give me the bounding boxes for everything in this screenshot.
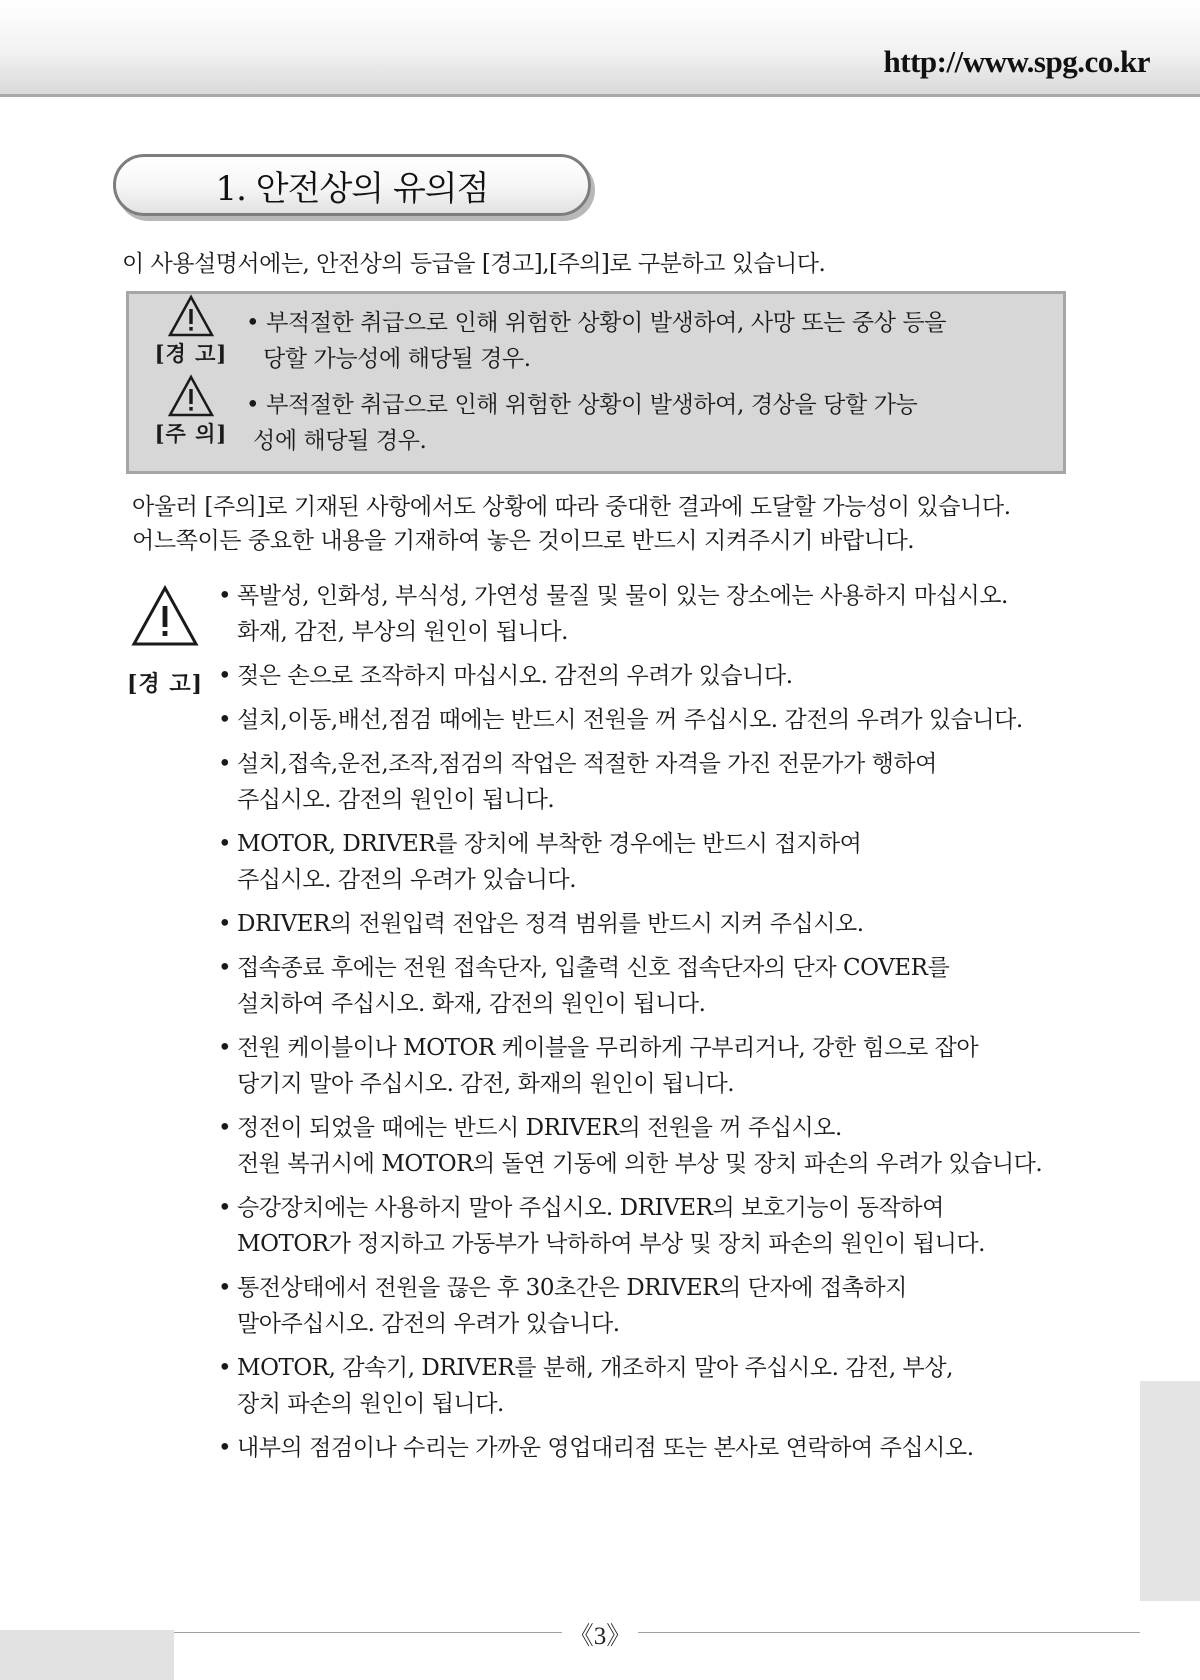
warning-triangle-icon <box>167 374 215 418</box>
caution-grade-symbol <box>151 374 231 448</box>
list-item <box>215 578 1095 650</box>
list-item <box>215 906 1095 942</box>
warning-grade-line-1: • 부적절한 취급으로 인해 위험한 상황이 발생하여, 사망 또는 중상 등을 <box>246 310 947 336</box>
warning-grade-line-2: 당할 가능성에 해당될 경우. <box>263 346 531 372</box>
list-item-line: MOTOR가 정지하고 가동부가 낙하하여 부상 및 장치 파손의 원인이 됩니다. <box>237 1231 986 1257</box>
list-item <box>215 658 1095 694</box>
list-item-line: 내부의 점검이나 수리는 가까운 영업대리점 또는 본사로 연락하여 주십시오. <box>237 1435 974 1461</box>
bullet: • <box>218 831 232 857</box>
list-item <box>215 702 1095 738</box>
section-title: 1. 안전상의 유의점 <box>215 168 489 209</box>
list-item-line: 당기지 말아 주십시오. 감전, 화재의 원인이 됩니다. <box>237 1071 735 1097</box>
list-item <box>215 1030 1095 1102</box>
list-item-line: DRIVER의 전원입력 전압은 정격 범위를 반드시 지켜 주십시오. <box>237 911 864 937</box>
warning-section-label: [경 고] <box>127 671 203 697</box>
list-item-line: 전원 케이블이나 MOTOR 케이블을 무리하게 구부리거나, 강한 힘으로 잡아 <box>237 1035 979 1061</box>
list-item <box>215 1110 1095 1182</box>
header-url[interactable]: http://www.spg.co.kr <box>883 44 1150 79</box>
list-item-line: 장치 파손의 원인이 됩니다. <box>237 1391 504 1417</box>
list-item <box>215 1350 1095 1422</box>
list-item-line: 젖은 손으로 조작하지 마십시오. 감전의 우려가 있습니다. <box>237 663 793 689</box>
caution-grade-label: [주 의] <box>154 421 228 446</box>
list-item-line: 주십시오. 감전의 우려가 있습니다. <box>237 867 577 893</box>
list-item-line: 화재, 감전, 부상의 원인이 됩니다. <box>237 619 569 645</box>
side-tab <box>1140 1381 1200 1601</box>
list-item <box>215 826 1095 898</box>
bullet: • <box>218 1195 232 1221</box>
grade-definition-box <box>126 291 1066 474</box>
bullet: • <box>218 1035 232 1061</box>
list-item-line: 설치,이동,배선,점검 때에는 반드시 전원을 꺼 주십시오. 감전의 우려가 있습니다. <box>237 707 1023 733</box>
footer-rule-left <box>174 1632 562 1633</box>
list-item-line: 접속종료 후에는 전원 접속단자, 입출력 신호 접속단자의 단자 COVER를 <box>237 955 950 981</box>
list-item-line: 통전상태에서 전원을 끊은 후 30초간은 DRIVER의 단자에 접촉하지 <box>237 1275 907 1301</box>
notice-line-1: 아울러 [주의]로 기재된 사항에서도 상황에 따라 중대한 결과에 도달할 가능성이 있습니다. <box>132 494 1011 520</box>
warning-section-symbol <box>124 585 206 698</box>
list-item <box>215 1430 1095 1466</box>
page-number: 《3》 <box>568 1623 632 1650</box>
list-item-line: 설치,접속,운전,조작,점검의 작업은 적절한 자격을 가진 전문가가 행하여 <box>237 751 937 777</box>
list-item-line: 주십시오. 감전의 원인이 됩니다. <box>237 787 555 813</box>
warning-triangle-icon <box>131 585 199 647</box>
list-item-line: MOTOR, 감속기, DRIVER를 분해, 개조하지 말아 주십시오. 감전, 부상, <box>237 1355 953 1381</box>
bullet: • <box>218 583 232 609</box>
caution-grade-line-1: • 부적절한 취급으로 인해 위험한 상황이 발생하여, 경상을 당할 가능 <box>246 392 918 418</box>
bullet: • <box>218 663 232 689</box>
warning-list <box>215 578 1095 1474</box>
bullet: • <box>218 955 232 981</box>
bullet: • <box>218 1355 232 1381</box>
intro-text: 이 사용설명서에는, 안전상의 등급을 [경고],[주의]로 구분하고 있습니다. <box>122 251 826 277</box>
list-item <box>215 1270 1095 1342</box>
bullet: • <box>218 1115 232 1141</box>
list-item-line: MOTOR, DRIVER를 장치에 부착한 경우에는 반드시 접지하여 <box>237 831 862 857</box>
bullet: • <box>218 1275 232 1301</box>
list-item-line: 전원 복귀시에 MOTOR의 돌연 기동에 의한 부상 및 장치 파손의 우려가 있습니다. <box>237 1151 1043 1177</box>
footer-rule-right <box>638 1632 1140 1633</box>
warning-grade-symbol <box>151 294 231 368</box>
list-item-line: 정전이 되었을 때에는 반드시 DRIVER의 전원을 꺼 주십시오. <box>237 1115 842 1141</box>
list-item-line: 말아주십시오. 감전의 우려가 있습니다. <box>237 1311 620 1337</box>
notice-line-2: 어느쪽이든 중요한 내용을 기재하여 놓은 것이므로 반드시 지켜주시기 바랍니다. <box>132 528 915 554</box>
section-title-box <box>113 154 591 216</box>
warning-triangle-icon <box>167 294 215 338</box>
bullet: • <box>218 911 232 937</box>
warning-grade-label: [경 고] <box>154 341 228 366</box>
list-item-line: 승강장치에는 사용하지 말아 주십시오. DRIVER의 보호기능이 동작하여 <box>237 1195 944 1221</box>
caution-grade-line-2: 성에 해당될 경우. <box>253 428 427 454</box>
list-item <box>215 1190 1095 1262</box>
bullet: • <box>218 707 232 733</box>
list-item <box>215 746 1095 818</box>
bullet: • <box>218 751 232 777</box>
list-item-line: 설치하여 주십시오. 화재, 감전의 원인이 됩니다. <box>237 991 706 1017</box>
list-item <box>215 950 1095 1022</box>
bullet: • <box>218 1435 232 1461</box>
list-item-line: 폭발성, 인화성, 부식성, 가연성 물질 및 물이 있는 장소에는 사용하지 마십시오. <box>237 583 1008 609</box>
bottom-left-tab <box>0 1630 174 1680</box>
